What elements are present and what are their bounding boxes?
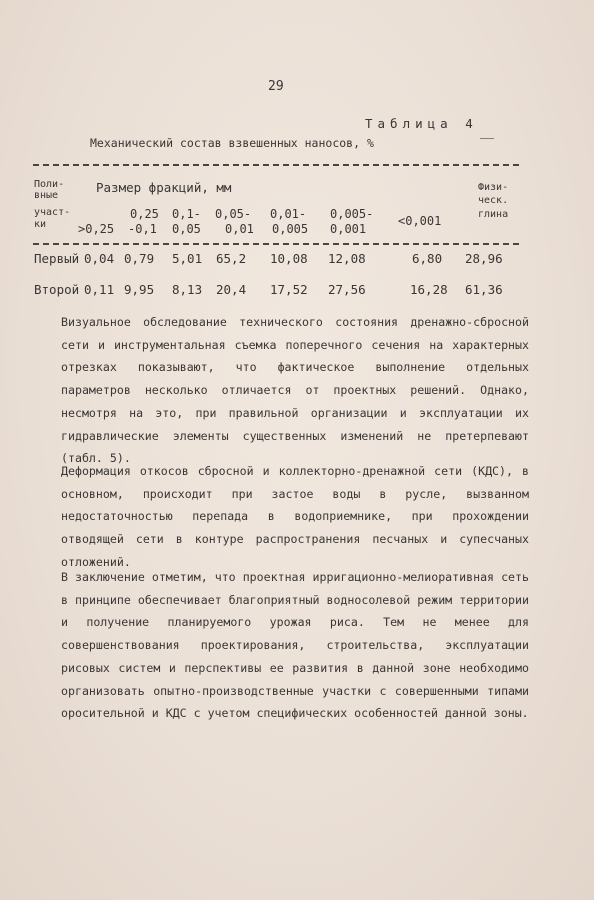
table-cell: 12,08 [328, 251, 366, 266]
table-cell: 5,01 [172, 251, 203, 266]
table-cell: 0,04 [84, 251, 115, 266]
fraction-bottom: >0,25 [78, 222, 115, 236]
header-plot-line-1: Поли- [34, 179, 65, 190]
table-cell: 9,95 [124, 282, 155, 297]
table-header-rule [33, 243, 519, 245]
margin-mark [480, 138, 494, 139]
table-label: Таблица 4 [365, 116, 478, 131]
table-cell: 20,4 [216, 282, 247, 297]
fraction-top: 0,01- [270, 207, 307, 221]
table-cell: 8,13 [172, 282, 203, 297]
fraction-top: 0,25 [130, 207, 159, 221]
body-paragraph: Деформация откосов сбросной и коллекторно-дренажной сети (КДС), в основном, происходит при застое воды в русле, вызванном недостаточностью перепада в водоприемнике, при прохождении отводящей сети в контуре распространения песчаных и супесчаных отложений. [61, 464, 529, 569]
body-paragraph: В заключение отметим, что проектная ирригационно-мелиоративная сеть в принципе обеспечивает благоприятный водносолевой режим территории и получение планируемого урожая риса. Тем не менее для совершенствования проектирования, строительства, эксплуатации рисовых систем и перспективы ее развития в данной зоне необходимо организовать опытно-производственные участки с совершенными типами оросительной и КДС с учетом специфических особенностей данной зоны. [61, 570, 529, 721]
header-fraction-size: Размер фракций, мм [96, 180, 232, 195]
table-cell: 6,80 [412, 251, 443, 266]
header-plot-line-3: участ- [34, 207, 71, 218]
header-clay-line-1: Физи- [478, 182, 509, 193]
header-clay-line-3: глина [478, 209, 509, 220]
body-paragraph: Визуальное обследование технического состояния дренажно-сбросной сети и инструментальная съемка поперечного сечения на характерных отрезках показывают, что фактическое выполнение отдельных параметров несколько отличается от проектных решений. Однако, несмотря на это, при правильной организации и эксплуатации их гидравлические элементы существенных изменений не претерпевают (табл. 5). [61, 315, 529, 466]
table-cell: 0,79 [124, 251, 155, 266]
table-row-label: Второй [34, 282, 80, 297]
table-row-label: Первый [34, 251, 80, 266]
fraction-top: 0,05- [215, 207, 252, 221]
header-plot-line-2: вные [34, 190, 59, 201]
fraction-bottom: 0,001 [330, 222, 367, 236]
fraction-bottom: 0,005 [272, 222, 309, 236]
table-cell: 17,52 [270, 282, 308, 297]
fraction-top: 0,005- [330, 207, 374, 221]
header-clay-line-2: ческ. [478, 195, 509, 206]
header-plot-line-4: ки [34, 219, 47, 230]
fraction-top: 0,1- [172, 207, 201, 221]
fraction-bottom: 0,05 [172, 222, 201, 236]
table-cell: 16,28 [410, 282, 448, 297]
table-caption: Механический состав взвешенных наносов, % [90, 136, 374, 150]
page-number: 29 [268, 79, 284, 94]
table-top-rule [33, 164, 519, 166]
fraction-bottom: <0,001 [398, 214, 442, 228]
table-cell: 0,11 [84, 282, 115, 297]
table-cell: 27,56 [328, 282, 366, 297]
table-cell: 10,08 [270, 251, 308, 266]
table-cell: 65,2 [216, 251, 247, 266]
table-cell: 61,36 [465, 282, 503, 297]
fraction-bottom: -0,1 [128, 222, 157, 236]
fraction-bottom: 0,01 [225, 222, 254, 236]
table-cell: 28,96 [465, 251, 503, 266]
